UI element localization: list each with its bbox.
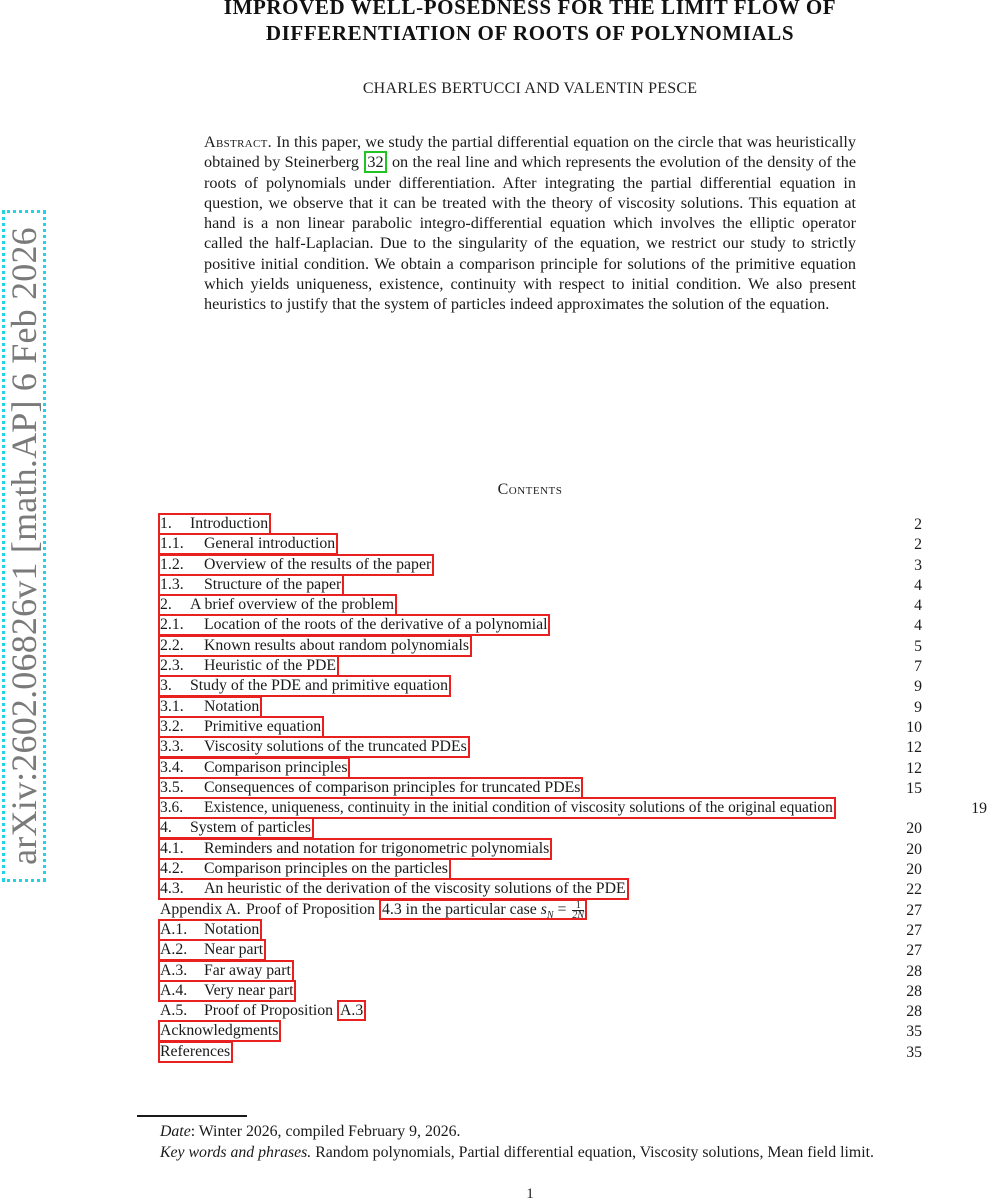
toc-title: General introduction: [204, 535, 336, 553]
fraction-denominator: 2N: [572, 909, 585, 921]
math-subscript: N: [546, 909, 554, 921]
toc-page: 2: [914, 536, 922, 554]
toc-link-introduction[interactable]: [158, 513, 271, 535]
toc-page: 3: [914, 556, 922, 574]
footnote-keywords: [137, 1143, 922, 1164]
toc-row: [158, 899, 987, 919]
toc-row: [158, 574, 987, 594]
math-variable: s: [540, 900, 547, 918]
toc-link-appendix-notation[interactable]: [158, 919, 262, 941]
toc-title: Consequences of comparison principles for truncated PDEs: [204, 778, 581, 796]
toc-title: Viscosity solutions of the truncated PDEs: [204, 738, 467, 756]
toc-link-general-introduction[interactable]: [158, 533, 338, 555]
toc-page: 20: [906, 820, 922, 838]
toc-link-primitive-equation[interactable]: [158, 716, 324, 738]
toc-number: 1.2.: [160, 555, 184, 573]
math-fraction: [572, 901, 584, 920]
toc-link-far-away-part[interactable]: [158, 960, 294, 982]
toc-title: Far away part: [204, 961, 291, 979]
toc-link-heuristic-derivation[interactable]: [158, 878, 629, 900]
toc-title: Existence, uniqueness, continuity in the initial condition of viscosity solutions of the original equation: [204, 799, 833, 817]
toc-title: Near part: [204, 941, 264, 959]
toc-title: Structure of the paper: [204, 575, 342, 593]
toc-title: Acknowledgments: [160, 1022, 279, 1040]
proposition-ref-link[interactable]: [379, 899, 587, 920]
toc-row: [158, 635, 987, 655]
abstract-text-part-2: on the real line and which represents the evolution of the density of the roots of polynomials under differentiation. After integrating the partial differential equation in question, we observe that it can be treated with the theory of viscosity solutions. This equation at hand is a non linear parabolic integro-differential equation which involves the elliptic operator called the half-Laplacian. Due to the singularity of the equation, we restrict our study to strictly positive initial condition. We obtain a comparison principle for solutions of the primitive equation which yields uniqueness, existence, continuity with respect to initial condition. We also present heuristics to justify that the system of particles indeed approximates the solution of the equation.: [204, 153, 857, 314]
toc-page: 5: [914, 637, 922, 655]
footnote-date: [137, 1122, 922, 1143]
toc-link-structure-paper[interactable]: [158, 574, 344, 596]
toc-page: 20: [906, 840, 922, 858]
toc-row: [158, 554, 987, 574]
math-equals: =: [553, 900, 571, 918]
citation-link[interactable]: 32: [364, 151, 386, 173]
paper-title-line-1: IMPROVED WELL-POSEDNESS FOR THE LIMIT FLOW OF: [223, 0, 837, 19]
toc-link-study-pde[interactable]: [158, 675, 451, 697]
toc-link-references[interactable]: [158, 1041, 233, 1063]
toc-page: 9: [914, 698, 922, 716]
math-expression: [540, 900, 554, 921]
toc-page: 28: [906, 1003, 922, 1021]
toc-number: A.2.: [160, 941, 188, 959]
toc-number: 3.6.: [160, 799, 184, 817]
toc-title: Location of the roots of the derivative of a polynomial: [204, 616, 548, 634]
toc-row: [158, 777, 987, 797]
toc-link-reminders-trigonometric[interactable]: [158, 838, 552, 860]
toc-row: [158, 513, 987, 533]
toc-title: Proof of Proposition: [204, 1002, 334, 1020]
toc-link-heuristic-pde[interactable]: [158, 655, 339, 677]
toc-title: Heuristic of the PDE: [204, 657, 337, 675]
abstract-text-part-1: In this paper, we study the partial differential equation on the circle that was heuristically obtained by Steinerberg: [204, 133, 857, 172]
toc-page: 4: [914, 576, 922, 594]
toc-page: 19: [971, 800, 987, 818]
keywords-label: Key words and phrases.: [160, 1143, 312, 1161]
arxiv-stamp: [2, 210, 46, 882]
toc-row: [158, 757, 987, 777]
toc-number: 2.3.: [160, 657, 184, 675]
toc-row: [158, 919, 987, 939]
toc-page: 9: [914, 678, 922, 696]
toc-title: Comparison principles on the particles: [204, 860, 448, 878]
toc-row: [158, 594, 987, 614]
toc-title: Comparison principles: [204, 758, 348, 776]
toc-page: 27: [906, 942, 922, 960]
abstract-label: Abstract.: [204, 133, 272, 151]
date-label: Date: [160, 1123, 191, 1140]
toc-entry-proof-proposition: [158, 1000, 366, 1020]
toc-row: [158, 736, 987, 756]
toc-title: References: [160, 1042, 231, 1060]
toc-row: [158, 960, 987, 980]
toc-link-near-part[interactable]: [158, 939, 266, 961]
toc-number: 4.3.: [160, 880, 184, 898]
toc-link-consequences-comparison[interactable]: [158, 777, 583, 799]
footnote-divider: [137, 1115, 247, 1117]
toc-link-location-roots[interactable]: [158, 614, 550, 636]
toc-number: 2.1.: [160, 616, 184, 634]
toc-page: 4: [914, 597, 922, 615]
toc-row: [158, 817, 987, 837]
toc-row: [158, 939, 987, 959]
toc-title: Study of the PDE and primitive equation: [190, 677, 448, 695]
toc-page: 10: [906, 718, 922, 736]
toc-page: 12: [906, 759, 922, 777]
paper-title-line-2: DIFFERENTIATION OF ROOTS OF POLYNOMIALS: [265, 21, 795, 45]
toc-title: Notation: [204, 920, 260, 938]
toc-title: Reminders and notation for trigonometric polynomials: [204, 839, 550, 857]
toc-number: A.3.: [160, 961, 188, 979]
toc-row: [158, 614, 987, 634]
toc-number: Appendix A.: [160, 900, 241, 918]
contents-heading: Contents: [497, 481, 563, 498]
toc-link-existence-uniqueness[interactable]: [158, 797, 836, 819]
proposition-ref-link[interactable]: A.3: [337, 1000, 366, 1021]
toc-number: 4.: [160, 819, 172, 837]
toc-link-comparison-particles[interactable]: [158, 858, 451, 880]
toc-page: 35: [906, 1023, 922, 1041]
abstract: [204, 132, 856, 315]
toc-number: 3.: [160, 677, 172, 695]
toc-number: 3.4.: [160, 758, 184, 776]
toc-title: Primitive equation: [204, 717, 322, 735]
toc-page: 27: [906, 921, 922, 939]
table-of-contents: [158, 513, 987, 1061]
toc-row: [158, 838, 987, 858]
toc-page: 35: [906, 1043, 922, 1061]
toc-number: 1.: [160, 515, 172, 532]
toc-row: [158, 980, 987, 1000]
toc-title: An heuristic of the derivation of the viscosity solutions of the PDE: [204, 880, 626, 898]
toc-entry-appendix-a: [158, 899, 587, 919]
toc-number: 3.3.: [160, 738, 184, 756]
toc-number: 2.: [160, 596, 172, 614]
toc-title: Introduction: [190, 515, 269, 532]
toc-number: 3.2.: [160, 717, 184, 735]
toc-page: 7: [914, 658, 922, 676]
toc-link-acknowledgments[interactable]: [158, 1020, 281, 1042]
toc-row: [158, 696, 987, 716]
toc-title: A brief overview of the problem: [190, 596, 394, 614]
toc-title: Overview of the results of the paper: [204, 555, 432, 573]
toc-link-overview-results[interactable]: [158, 554, 434, 576]
toc-page: 2: [914, 516, 922, 533]
toc-link-known-results[interactable]: [158, 635, 472, 657]
arxiv-identifier: arXiv:2602.06826v1 [math.AP] 6 Feb 2026: [4, 227, 44, 865]
keywords-text: Random polynomials, Partial differential equation, Viscosity solutions, Mean field limit.: [311, 1143, 874, 1161]
toc-number: 4.2.: [160, 860, 184, 878]
toc-row: [158, 878, 987, 898]
toc-number: 3.1.: [160, 697, 184, 715]
toc-page: 27: [906, 901, 922, 919]
ref-label: 4.3: [381, 900, 402, 918]
toc-page: 4: [914, 617, 922, 635]
toc-link-notation[interactable]: [158, 696, 262, 718]
toc-row: [158, 1000, 987, 1020]
toc-link-very-near-part[interactable]: [158, 980, 296, 1002]
paper-authors: CHARLES BERTUCCI AND VALENTIN PESCE: [362, 80, 698, 97]
toc-title: Very near part: [204, 981, 294, 999]
toc-page: 12: [906, 739, 922, 757]
toc-row: [158, 1041, 987, 1061]
toc-row: [158, 675, 987, 695]
footnotes: [137, 1122, 922, 1163]
toc-row: [158, 716, 987, 736]
fraction-numerator: 1: [572, 901, 584, 911]
toc-page: 20: [906, 861, 922, 879]
toc-link-brief-overview[interactable]: [158, 594, 397, 616]
toc-title: Notation: [204, 697, 260, 715]
paper-title: [0, 0, 987, 46]
toc-number: A.1.: [160, 920, 188, 938]
toc-link-comparison-principles[interactable]: [158, 757, 350, 779]
toc-number: 1.3.: [160, 575, 184, 593]
toc-title: Known results about random polynomials: [204, 636, 470, 654]
toc-title: Proof of Proposition: [246, 900, 376, 918]
toc-number: 3.5.: [160, 778, 184, 796]
toc-page: 28: [906, 982, 922, 1000]
toc-number: 2.2.: [160, 636, 184, 654]
toc-link-system-particles[interactable]: [158, 817, 314, 839]
toc-title-continued: in the particular case: [405, 900, 537, 918]
toc-number: 1.1.: [160, 535, 184, 553]
toc-number: A.4.: [160, 981, 188, 999]
toc-row: [158, 1020, 987, 1040]
toc-page: 22: [906, 881, 922, 899]
date-text: : Winter 2026, compiled February 9, 2026.: [190, 1123, 461, 1140]
toc-page: 28: [906, 962, 922, 980]
toc-page: 15: [906, 779, 922, 797]
toc-number: 4.1.: [160, 839, 184, 857]
toc-number: A.5.: [160, 1002, 188, 1020]
toc-row: [158, 655, 987, 675]
toc-row: [158, 533, 987, 553]
toc-link-viscosity-truncated[interactable]: [158, 736, 470, 758]
toc-row: [158, 858, 987, 878]
toc-title: System of particles: [190, 819, 312, 837]
toc-row: [158, 797, 987, 817]
page-number: 1: [526, 1186, 534, 1202]
